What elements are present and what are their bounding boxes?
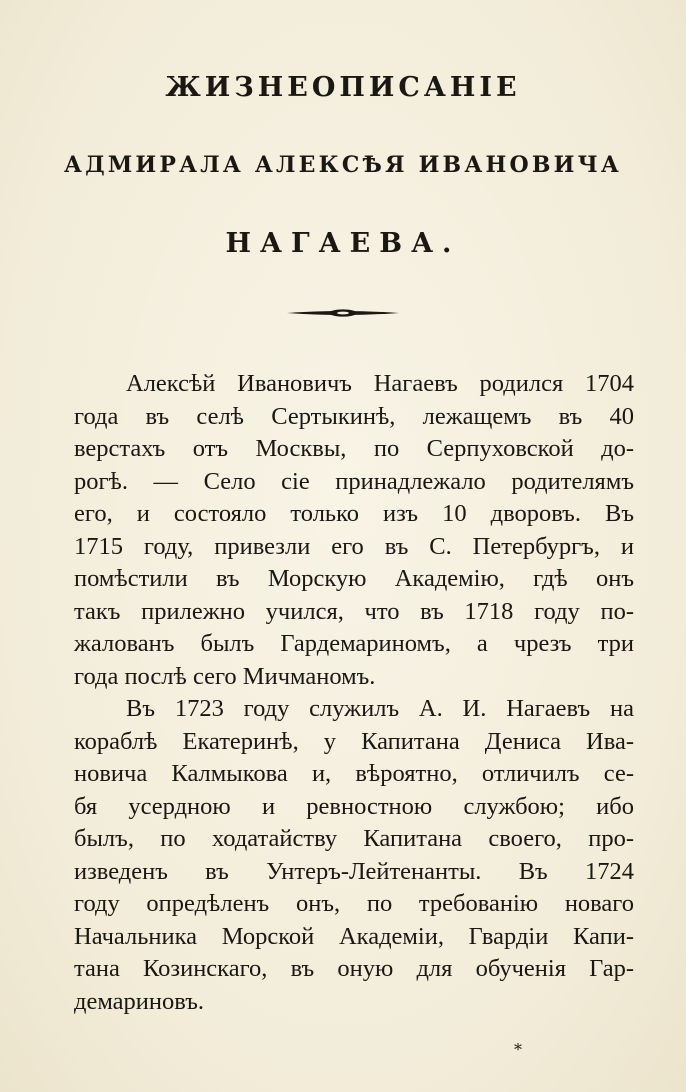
text-line: Алексѣй Ивановичъ Нагаевъ родился 1704 [126,370,634,397]
text-line: года послѣ сего Мичманомъ. [74,662,376,690]
text-line: жалованъ былъ Гардемариномъ, а чрезъ три [74,630,634,657]
text-line: былъ, по ходатайству Капитана своего, про- [74,825,634,852]
heading-line-1: ЖИЗНЕОПИСАНІЕ [165,72,521,103]
text-line: кораблѣ Екатеринѣ, у Капитана Дениса Ива- [74,727,634,755]
heading-line-2: АДМИРАЛА АЛЕКСѢЯ ИВАНОВИЧА [63,152,623,178]
text-line: его, и состояло только изъ 10 дворовъ. Въ [74,500,634,527]
text-line: верстахъ отъ Москвы, по Серпуховской до- [74,435,634,462]
text-line: 1715 году, привезли его въ С. Петербургъ, и [74,532,634,560]
ornament-rule [285,306,401,320]
text-line: Въ 1723 году служилъ А. И. Нагаевъ на [126,695,634,722]
text-line: новича Калмыкова и, вѣроятно, отличилъ се- [74,760,634,787]
text-line: рогѣ. — Село сіе принадлежало родителямъ [74,467,634,495]
text-line: бя усердною и ревностною службою; ибо [74,792,634,820]
text-line: года въ селѣ Сертыкинѣ, лежащемъ въ 40 [74,402,634,430]
text-line: тана Козинскаго, въ оную для обученія Гар- [74,955,634,982]
text-line: помѣстили въ Морскую Академію, гдѣ онъ [74,565,634,592]
text-line: изведенъ въ Унтеръ-Лейтенанты. Въ 1724 [74,857,634,885]
paragraph-2 [74,693,634,1018]
text-line: демариновъ. [74,987,205,1015]
text-line: году опредѣленъ онъ, по требованію новаго [74,890,634,917]
paragraph-1 [74,368,634,693]
text-line: такъ прилежно учился, что въ 1718 году по- [74,597,634,625]
signature-mark: * [514,1040,522,1059]
text-line: Начальника Морской Академіи, Гвардіи Капи- [74,922,634,950]
heading-line-3: НАГАЕВА. [225,228,461,259]
body-text [74,368,634,1018]
